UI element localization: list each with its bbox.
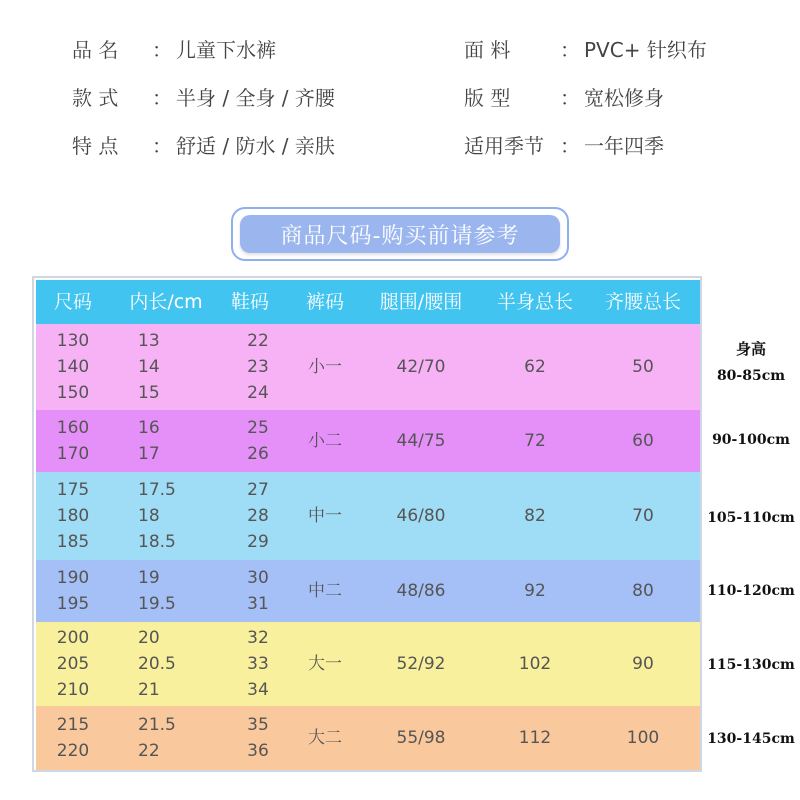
shoe-size-value: 23 — [247, 357, 269, 377]
info-colon: ： — [560, 86, 580, 110]
inner-length-value: 21.5 — [138, 715, 176, 735]
size-value: 170 — [56, 444, 90, 464]
size-banner — [231, 207, 569, 261]
size-value: 210 — [56, 680, 90, 700]
shoe-size-value: 34 — [247, 680, 269, 700]
pants-size-value: 小二 — [308, 431, 342, 451]
height-title: 身高 — [735, 340, 766, 358]
pants-size-value: 大一 — [308, 654, 342, 674]
height-range-label: 110-120cm — [707, 583, 795, 599]
waist-length-value: 60 — [632, 431, 654, 451]
info-material-label: 面 料 — [464, 38, 511, 62]
height-range-label: 90-100cm — [712, 432, 790, 448]
pants-size-value: 中二 — [308, 581, 342, 601]
info-colon: ： — [560, 134, 580, 158]
info-name-value: 儿童下水裤 — [176, 38, 276, 62]
shoe-size-value: 27 — [247, 480, 269, 500]
girth-value: 46/80 — [396, 506, 446, 526]
girth-value: 55/98 — [396, 728, 446, 748]
half-length-value: 72 — [524, 431, 546, 451]
size-group-row — [36, 324, 700, 410]
size-value: 160 — [56, 418, 90, 438]
size-group-row — [36, 472, 700, 560]
height-range-label: 105-110cm — [707, 510, 795, 526]
header-waist-length: 齐腰总长 — [604, 291, 681, 313]
inner-length-value: 20 — [138, 628, 160, 648]
header-girth: 腿围/腰围 — [379, 291, 463, 313]
info-colon: ： — [560, 38, 580, 62]
half-length-value: 112 — [518, 728, 552, 748]
shoe-size-value: 28 — [247, 506, 269, 526]
waist-length-value: 80 — [632, 581, 654, 601]
inner-length-value: 18 — [138, 506, 160, 526]
waist-length-value: 50 — [632, 357, 654, 377]
height-range-label: 80-85cm — [716, 368, 786, 384]
shoe-size-value: 36 — [247, 741, 269, 761]
size-value: 205 — [56, 654, 90, 674]
waist-length-value: 90 — [632, 654, 654, 674]
info-fit-value: 宽松修身 — [584, 86, 664, 110]
info-colon: ： — [152, 134, 172, 158]
header-size: 尺码 — [53, 291, 92, 313]
size-group-row — [36, 560, 700, 622]
shoe-size-value: 35 — [247, 715, 269, 735]
shoe-size-value: 22 — [247, 331, 269, 351]
waist-length-value: 70 — [632, 506, 654, 526]
info-style-label: 款 式 — [72, 86, 119, 110]
shoe-size-value: 24 — [247, 383, 269, 403]
inner-length-value: 22 — [138, 741, 160, 761]
half-length-value: 82 — [524, 506, 546, 526]
half-length-value: 92 — [524, 581, 546, 601]
size-group-row — [36, 706, 700, 770]
info-feature-value: 舒适 / 防水 / 亲肤 — [176, 134, 335, 158]
half-length-value: 102 — [518, 654, 552, 674]
size-group-row — [36, 410, 700, 472]
girth-value: 48/86 — [396, 581, 446, 601]
height-range-label: 130-145cm — [707, 731, 795, 747]
pants-size-value: 大二 — [308, 728, 342, 748]
pants-size-value: 小一 — [308, 357, 342, 377]
table-header — [36, 280, 700, 324]
info-fit-label: 版 型 — [464, 86, 511, 110]
info-season-label: 适用季节 — [464, 134, 544, 158]
size-table — [32, 276, 702, 772]
shoe-size-value: 30 — [247, 568, 269, 588]
half-length-value: 62 — [524, 357, 546, 377]
inner-length-value: 15 — [138, 383, 160, 403]
size-value: 175 — [56, 480, 90, 500]
size-value: 185 — [56, 532, 90, 552]
inner-length-value: 13 — [138, 331, 160, 351]
info-style-value: 半身 / 全身 / 齐腰 — [176, 86, 335, 110]
header-half-length: 半身总长 — [496, 291, 573, 313]
inner-length-value: 21 — [138, 680, 160, 700]
size-value: 220 — [56, 741, 90, 761]
shoe-size-value: 26 — [247, 444, 269, 464]
info-colon: ： — [152, 38, 172, 62]
inner-length-value: 18.5 — [138, 532, 176, 552]
inner-length-value: 17 — [138, 444, 160, 464]
shoe-size-value: 31 — [247, 594, 269, 614]
shoe-size-value: 25 — [247, 418, 269, 438]
pants-size-value: 中一 — [308, 506, 342, 526]
size-group-row — [36, 622, 700, 706]
info-name-label: 品 名 — [72, 38, 119, 62]
size-value: 130 — [56, 331, 90, 351]
shoe-size-value: 29 — [247, 532, 269, 552]
shoe-size-value: 32 — [247, 628, 269, 648]
header-shoe-size: 鞋码 — [230, 291, 269, 313]
info-material-value: PVC+ 针织布 — [584, 38, 707, 62]
inner-length-value: 19 — [138, 568, 160, 588]
size-value: 180 — [56, 506, 90, 526]
inner-length-value: 20.5 — [138, 654, 176, 674]
waist-length-value: 100 — [626, 728, 660, 748]
size-value: 140 — [56, 357, 90, 377]
info-colon: ： — [152, 86, 172, 110]
size-value: 150 — [56, 383, 90, 403]
info-feature-label: 特 点 — [72, 134, 119, 158]
size-value: 190 — [56, 568, 90, 588]
header-pants-size: 裤码 — [305, 291, 344, 313]
size-banner-title: 商品尺码-购买前请参考 — [240, 215, 560, 253]
size-value: 195 — [56, 594, 90, 614]
info-season-value: 一年四季 — [584, 134, 664, 158]
girth-value: 42/70 — [396, 357, 446, 377]
size-value: 215 — [56, 715, 90, 735]
girth-value: 52/92 — [396, 654, 446, 674]
height-range-label: 115-130cm — [707, 657, 795, 673]
inner-length-value: 19.5 — [138, 594, 176, 614]
header-inner-length: 内长/cm — [129, 291, 203, 313]
girth-value: 44/75 — [396, 431, 446, 451]
inner-length-value: 16 — [138, 418, 160, 438]
shoe-size-value: 33 — [247, 654, 269, 674]
inner-length-value: 17.5 — [138, 480, 176, 500]
size-value: 200 — [56, 628, 90, 648]
inner-length-value: 14 — [138, 357, 160, 377]
